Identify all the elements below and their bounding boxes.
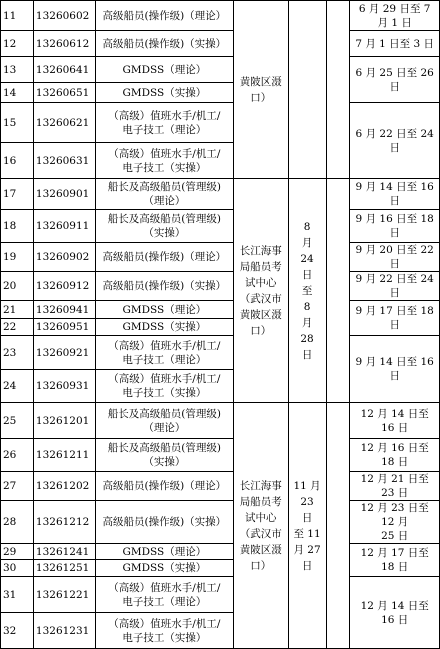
exam-subject-line: 电子技工（实操） <box>122 387 207 399</box>
application-period-line: 月 27 <box>293 543 321 556</box>
exam-subject-line: 高级船员(操作级)（理论） <box>102 480 227 492</box>
exam-date-line: 6 月 29 日至 7 月 1 日 <box>358 2 431 29</box>
exam-code: 13260901 <box>33 179 95 210</box>
exam-code: 13260621 <box>33 103 95 143</box>
blank-cell <box>326 179 350 403</box>
exam-date-line: 9 月 14 日至 16 日 <box>355 356 434 382</box>
exam-date-line: 12 月 21 日至 23 日 <box>360 473 429 499</box>
exam-subject-line: 电子技工（实操） <box>122 631 207 644</box>
exam-date-line: 25 日 <box>381 530 409 542</box>
exam-code: 13261231 <box>33 613 95 649</box>
exam-subject-line: 船长及高级船员(管理级) <box>107 181 221 193</box>
exam-subject-line: 船长及高级船员(管理级) <box>107 407 221 420</box>
exam-date-line: 6 月 22 日至 24 日 <box>355 127 434 154</box>
exam-subject-line: （理论） <box>143 421 186 434</box>
row-number: 13 <box>1 57 34 83</box>
exam-subject <box>95 301 233 319</box>
exam-subject <box>95 613 233 649</box>
application-period-line: 8 <box>303 300 311 313</box>
row-number: 22 <box>1 319 34 336</box>
row-number: 12 <box>1 31 34 57</box>
table-row <box>1 501 440 544</box>
exam-subject-line: 船长及高级船员(管理级) <box>107 442 221 454</box>
exam-code: 13260602 <box>33 1 95 31</box>
exam-date-line: 12 月 14 日至 16 日 <box>360 407 429 434</box>
exam-date-line: 12 月 17 日至 18 日 <box>360 547 429 573</box>
exam-subject <box>95 179 233 210</box>
exam-date <box>350 439 440 472</box>
exam-subject <box>95 57 233 83</box>
exam-subject <box>95 83 233 103</box>
exam-location-line: （武汉市 <box>239 527 282 540</box>
table-row <box>1 336 440 370</box>
row-number: 29 <box>1 544 34 560</box>
exam-code: 13260911 <box>33 210 95 243</box>
exam-date <box>350 301 440 336</box>
application-period <box>288 1 326 179</box>
exam-location-line: 试中心 <box>244 276 277 289</box>
exam-date <box>350 103 440 179</box>
exam-subject-line: （高级）值班水手/机工/ <box>108 147 221 160</box>
table-row <box>1 403 440 439</box>
exam-subject <box>95 370 233 403</box>
exam-code: 13261202 <box>33 472 95 501</box>
exam-subject-line: （高级）值班水手/机工/ <box>108 339 221 352</box>
exam-location <box>233 179 288 403</box>
table-row <box>1 544 440 560</box>
exam-code: 13261221 <box>33 577 95 613</box>
row-number: 21 <box>1 301 34 319</box>
exam-subject <box>95 210 233 243</box>
exam-code: 13261201 <box>33 403 95 439</box>
exam-subject-line: 电子技工（实操） <box>122 161 207 174</box>
table-row <box>1 210 440 243</box>
exam-subject-line: 电子技工（理论） <box>122 123 207 136</box>
blank-cell <box>326 1 350 179</box>
exam-subject-line: GMDSS（实操） <box>122 321 207 333</box>
exam-subject <box>95 439 233 472</box>
exam-date <box>350 501 440 544</box>
row-number: 24 <box>1 370 34 403</box>
exam-code: 13261251 <box>33 560 95 577</box>
exam-subject <box>95 272 233 301</box>
exam-location-line: 口） <box>250 324 272 337</box>
application-period-line: 月 <box>301 236 313 249</box>
row-number: 14 <box>1 83 34 103</box>
exam-date <box>350 336 440 403</box>
table-row <box>1 439 440 472</box>
row-number: 15 <box>1 103 34 143</box>
exam-date-line: 9 月 16 日至 18 日 <box>355 213 434 239</box>
exam-subject-line: （理论） <box>143 195 186 207</box>
table-row <box>1 577 440 613</box>
row-number: 30 <box>1 560 34 577</box>
row-number: 25 <box>1 403 34 439</box>
exam-code: 13261241 <box>33 544 95 560</box>
exam-location-line: 局船员考 <box>239 495 282 508</box>
exam-location-line: 黄陂区滠 <box>239 543 282 556</box>
exam-subject-line: GMDSS（实操） <box>122 86 207 99</box>
table-row <box>1 301 440 319</box>
exam-subject-line: 船长及高级船员(管理级) <box>107 213 221 225</box>
exam-location-line: 长江海事 <box>239 244 282 257</box>
row-number: 32 <box>1 613 34 649</box>
application-period-line: 8 <box>303 220 311 233</box>
exam-subject-line: （实操） <box>143 456 186 468</box>
row-number: 17 <box>1 179 34 210</box>
row-number: 31 <box>1 577 34 613</box>
exam-location-line: 黄陂区滠 <box>239 75 282 88</box>
exam-date-line: 9 月 14 日至 16 日 <box>355 181 434 207</box>
row-number: 28 <box>1 501 34 544</box>
application-period-line: 至 <box>301 284 313 297</box>
exam-code: 13260641 <box>33 57 95 83</box>
exam-code: 13260902 <box>33 243 95 272</box>
exam-date <box>350 472 440 501</box>
row-number: 19 <box>1 243 34 272</box>
exam-subject-line: GMDSS（理论） <box>122 545 207 558</box>
exam-date <box>350 31 440 57</box>
exam-date-line: 12 月 14 日至 16 日 <box>360 599 429 626</box>
table-row <box>1 103 440 143</box>
table-row <box>1 472 440 501</box>
application-period <box>288 179 326 403</box>
exam-subject-line: 电子技工（理论） <box>122 353 207 366</box>
exam-subject <box>95 1 233 31</box>
exam-subject-line: （高级）值班水手/机工/ <box>108 373 221 385</box>
exam-date <box>350 577 440 649</box>
table-row <box>1 272 440 301</box>
table-row <box>1 31 440 57</box>
application-period-line: 日 <box>301 348 313 361</box>
application-period-line: 23 <box>300 495 314 508</box>
exam-location-line: 局船员考 <box>239 260 282 273</box>
exam-location-line: 长江海事 <box>239 479 282 492</box>
exam-subject-line: 高级船员(操作级)（实操） <box>102 516 227 528</box>
exam-date <box>350 179 440 210</box>
exam-date-line: 9 月 22 日至 24 日 <box>355 273 434 299</box>
row-number: 11 <box>1 1 34 31</box>
application-period-line: 至 11 <box>293 527 321 540</box>
exam-code: 13260921 <box>33 336 95 370</box>
exam-code: 13260941 <box>33 301 95 319</box>
exam-date <box>350 243 440 272</box>
exam-subject <box>95 143 233 179</box>
row-number: 16 <box>1 143 34 179</box>
table-row <box>1 179 440 210</box>
exam-date-line: 6 月 25 日至 26 日 <box>355 66 434 93</box>
exam-subject-line: 高级船员(操作级)（实操） <box>102 37 227 50</box>
exam-date-line: 9 月 20 日至 22 日 <box>355 244 434 270</box>
exam-subject-line: （高级）值班水手/机工/ <box>108 617 221 630</box>
application-period-line: 28 <box>300 332 314 345</box>
exam-date <box>350 1 440 31</box>
exam-subject <box>95 103 233 143</box>
row-number: 23 <box>1 336 34 370</box>
application-period-line: 日 <box>301 268 313 281</box>
exam-subject <box>95 319 233 336</box>
exam-location <box>233 1 288 179</box>
exam-location-line: 试中心 <box>244 511 277 524</box>
exam-date-line: 7 月 1 日至 3 日 <box>355 37 435 50</box>
exam-subject-line: GMDSS（理论） <box>122 63 207 76</box>
exam-subject-line: 电子技工（理论） <box>122 595 207 608</box>
exam-code: 13260951 <box>33 319 95 336</box>
exam-location-line: 口） <box>250 559 272 572</box>
application-period-line: 月 <box>301 316 313 329</box>
exam-subject <box>95 544 233 560</box>
exam-subject <box>95 243 233 272</box>
exam-code: 13260931 <box>33 370 95 403</box>
exam-subject <box>95 501 233 544</box>
exam-date-line: 9 月 17 日至 18 日 <box>355 305 434 331</box>
exam-date <box>350 272 440 301</box>
table-row <box>1 57 440 83</box>
table-row <box>1 1 440 31</box>
exam-subject <box>95 472 233 501</box>
exam-subject-line: （实操） <box>143 227 186 239</box>
exam-date <box>350 403 440 439</box>
application-period-line: 日 <box>301 559 313 572</box>
row-number: 20 <box>1 272 34 301</box>
exam-subject-line: 高级船员(操作级)（理论） <box>102 251 227 263</box>
exam-code: 13260631 <box>33 143 95 179</box>
exam-date-line: 12 月 16 日至 18 日 <box>360 442 429 468</box>
exam-subject-line: 高级船员(操作级)（理论） <box>102 9 227 22</box>
exam-subject-line: 高级船员(操作级)（实操） <box>102 280 227 292</box>
exam-code: 13261211 <box>33 439 95 472</box>
application-period-line: 11 月 <box>293 479 321 492</box>
exam-subject <box>95 577 233 613</box>
exam-date <box>350 210 440 243</box>
exam-code: 13260612 <box>33 31 95 57</box>
exam-code: 13260912 <box>33 272 95 301</box>
exam-subject-line: （高级）值班水手/机工/ <box>108 109 221 122</box>
exam-date <box>350 544 440 577</box>
application-period-line: 24 <box>300 252 314 265</box>
exam-date-line: 12 月 23 日至 12 月 <box>360 502 429 528</box>
exam-code: 13261212 <box>33 501 95 544</box>
exam-code: 13260651 <box>33 83 95 103</box>
exam-location-line: （武汉市 <box>239 292 282 305</box>
exam-subject <box>95 31 233 57</box>
row-number: 26 <box>1 439 34 472</box>
exam-subject <box>95 403 233 439</box>
table-row <box>1 243 440 272</box>
row-number: 18 <box>1 210 34 243</box>
exam-subject <box>95 560 233 577</box>
exam-location-line: 口） <box>250 91 272 104</box>
exam-subject-line: GMDSS（实操） <box>122 562 207 574</box>
exam-date <box>350 57 440 103</box>
exam-subject <box>95 336 233 370</box>
exam-location-line: 黄陂区滠 <box>239 308 282 321</box>
application-period-line: 日 <box>301 511 313 524</box>
exam-subject-line: （高级）值班水手/机工/ <box>108 581 221 594</box>
row-number: 27 <box>1 472 34 501</box>
exam-subject-line: GMDSS（理论） <box>122 303 207 316</box>
